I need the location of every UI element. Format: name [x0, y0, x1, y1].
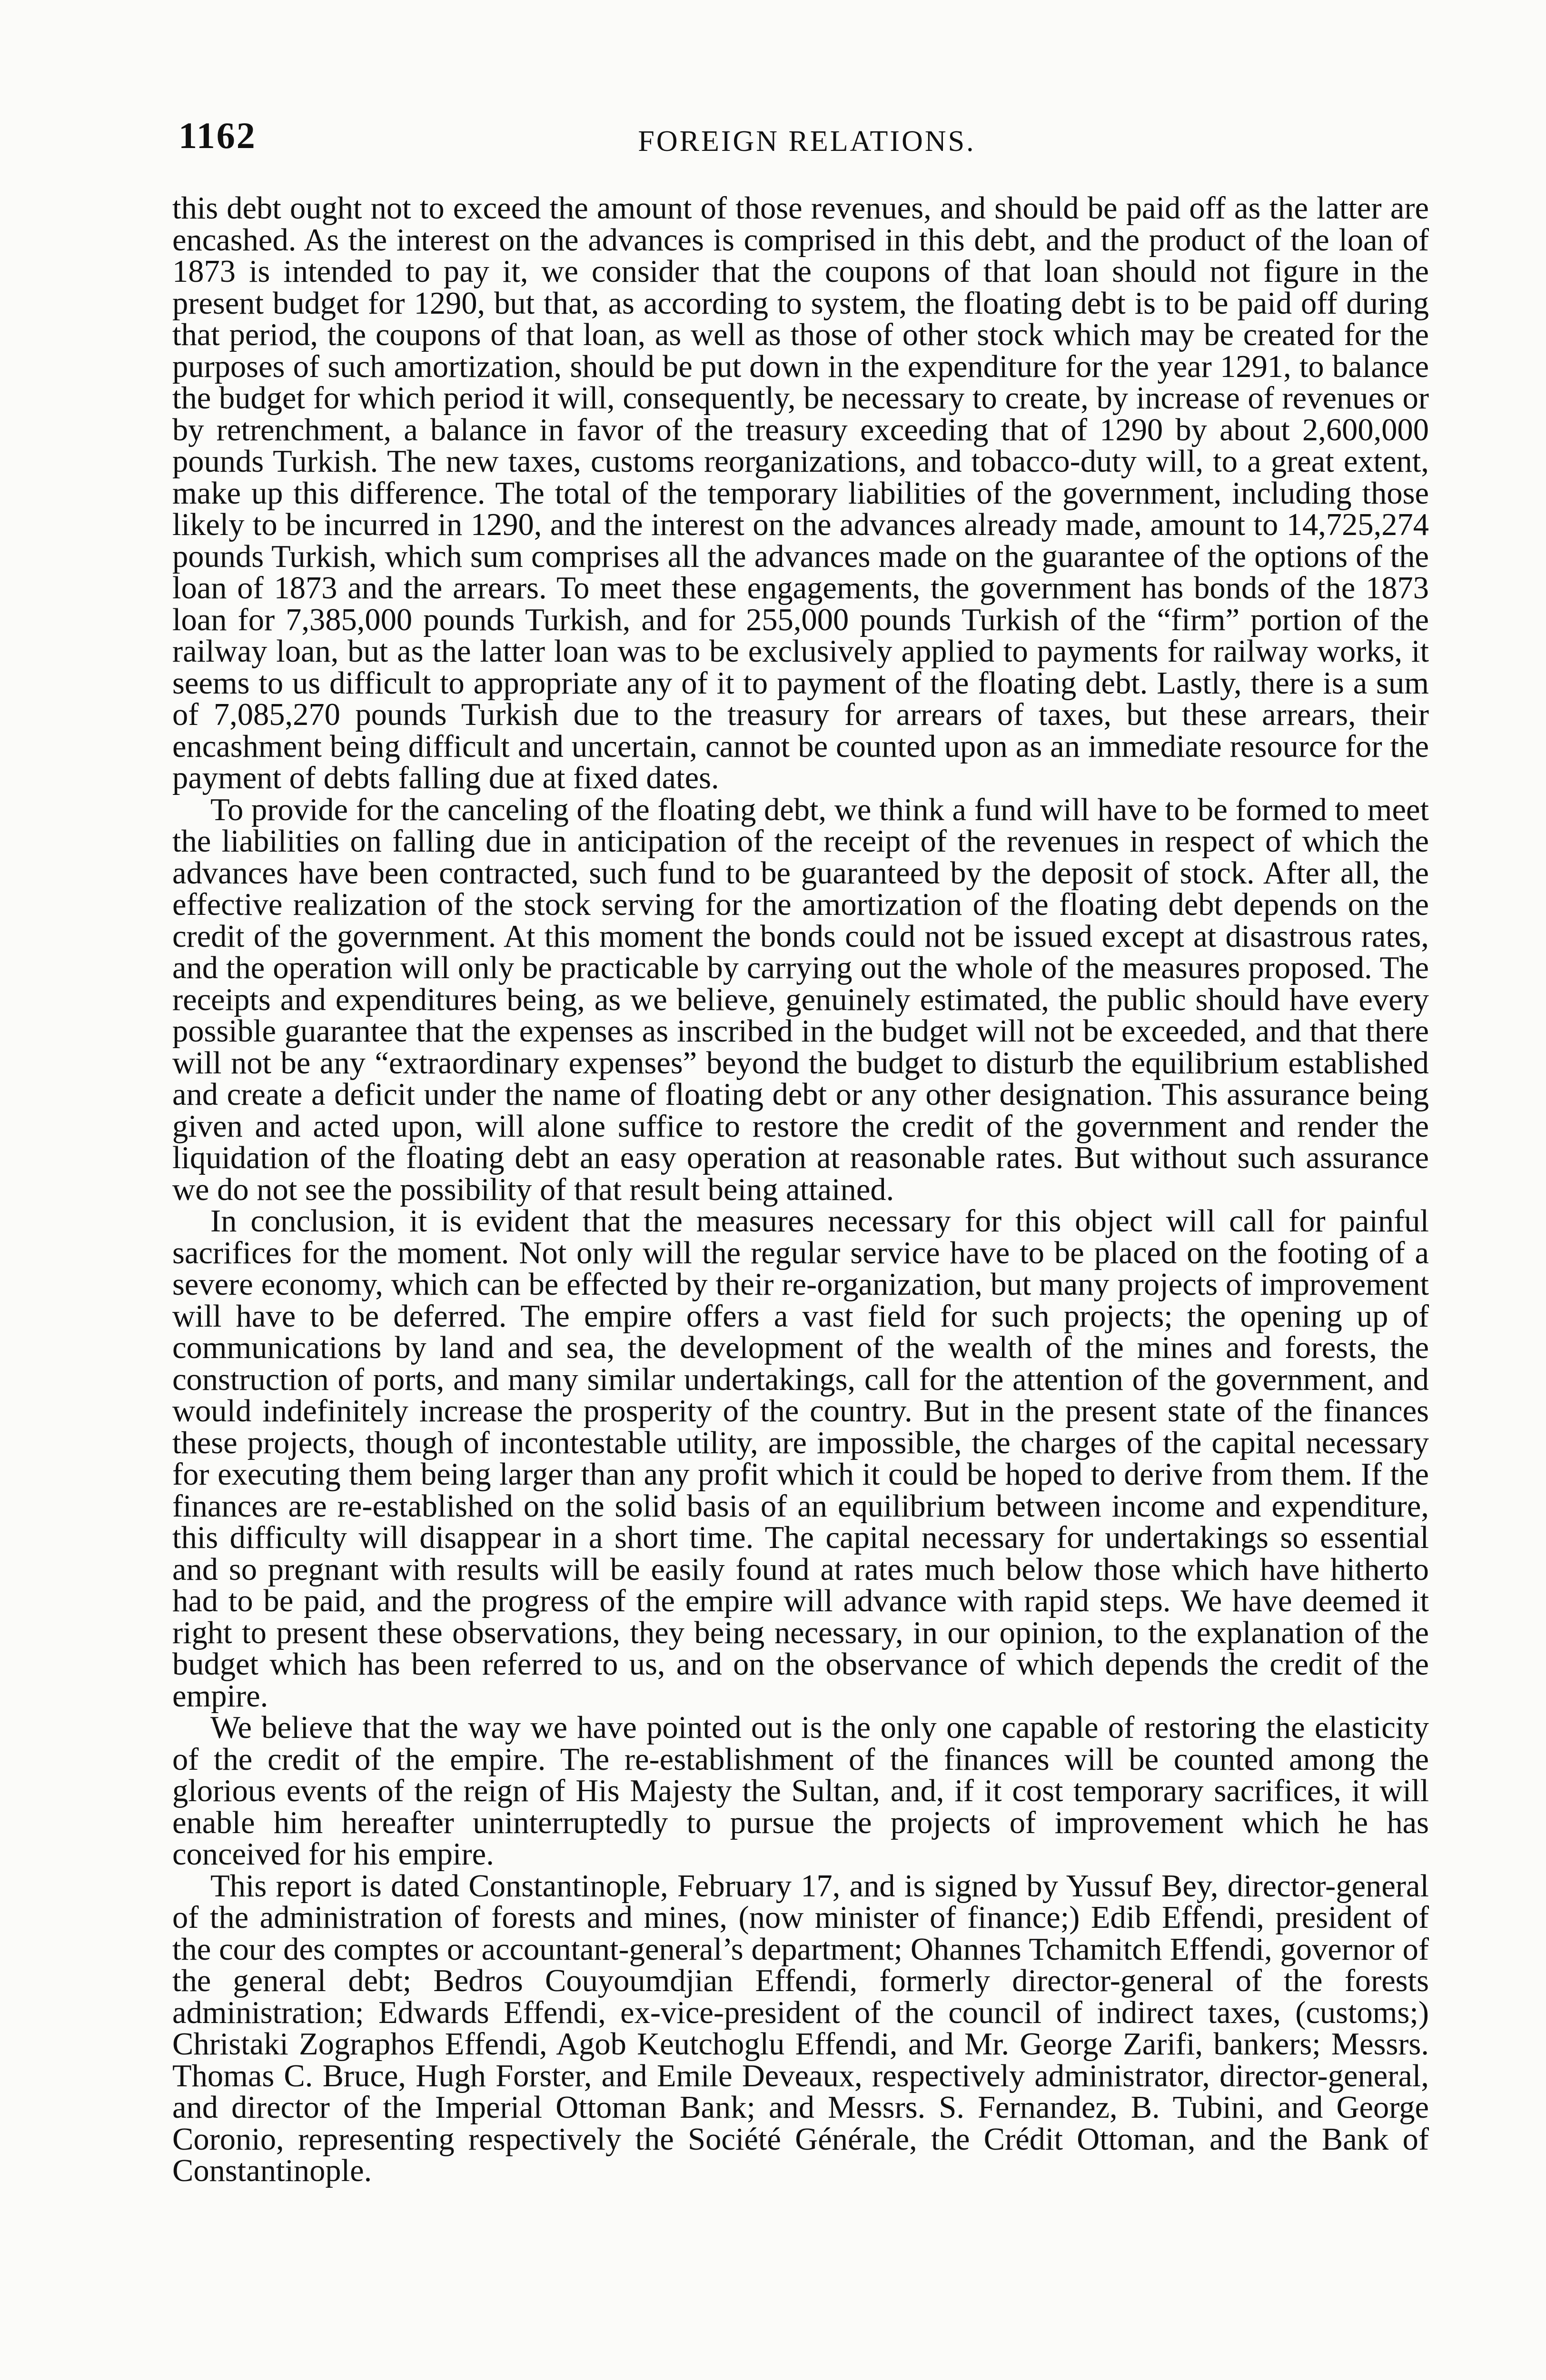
paragraph-canceling-floating-debt: To provide for the canceling of the floating debt, we think a fund will have to be formed to meet the liabilities on falling due in anticipation of the receipt of the revenues in respect of which the advances have been contracted, such fund to be guaranteed by the deposit of stock. After all, the effective realization of the stock serving for the amortization of the floating debt depends on the credit of the government. At this moment the bonds could not be issued except at disastrous rates, and the operation will only be practicable by carrying out the whole of the measures proposed. The receipts and expenditures being, as we believe, genuinely estimated, the public should have every possible guarantee that the expenses as inscribed in the budget will not be exceeded, and that there will not be any “extraordinary expenses” beyond the budget to disturb the equilibrium established and create a deficit under the name of floating debt or any other designation. This assurance being given and acted upon, will alone suffice to restore the credit of the government and render the liquidation of the floating debt an easy operation at reasonable rates. But without such assurance we do not see the possibility of that result being attained.: [172, 792, 1429, 1207]
page-header: [178, 114, 1435, 162]
paragraph-floating-debt-continued: this debt ought not to exceed the amount of those revenues, and should be paid off as the latter are encashed. As the interest on the advances is comprised in this debt, and the product of the loan of 1873 is intended to pay it, we consider that the coupons of that loan should not figure in the present budget for 1290, but that, as according to system, the floating debt is to be paid off during that period, the coupons of that loan, as well as those of other stock which may be created for the purposes of such amortization, should be put down in the expenditure for the year 1291, to balance the budget for which period it will, consequently, be necessary to create, by increase of revenues or by retrenchment, a balance in favor of the treasury exceeding that of 1290 by about 2,600,000 pounds Turkish. The new taxes, customs reorganizations, and tobacco-duty will, to a great extent, make up this difference. The total of the temporary liabilities of the government, including those likely to be incurred in 1290, and the interest on the advances already made, amount to 14,725,274 pounds Turkish, which sum comprises all the advances made on the guarantee of the options of the loan of 1873 and the arrears. To meet these engagements, the government has bonds of the 1873 loan for 7,385,000 pounds Turkish, and for 255,000 pounds Turkish of the “firm” portion of the railway loan, but as the latter loan was to be exclusively applied to payments for railway works, it seems to us difficult to appropriate any of it to payment of the floating debt. Lastly, there is a sum of 7,085,270 pounds Turkish due to the treasury for arrears of taxes, but these arrears, their encashment being difficult and uncertain, cannot be counted upon as an immediate resource for the payment of debts falling due at fixed dates.: [172, 191, 1429, 795]
paragraph-conclusion: In conclusion, it is evident that the measures necessary for this object will call for painful sacrifices for the moment. Not only will the regular service have to be placed on the footing of a severe economy, which can be effected by their re-organization, but many projects of improvement will have to be deferred. The empire offers a vast field for such projects; the opening up of communications by land and sea, the development of the wealth of the mines and forests, the construction of ports, and many similar undertakings, call for the attention of the government, and would indefinitely increase the prosperity of the country. But in the present state of the finances these projects, though of incontestable utility, are impossible, the charges of the capital necessary for executing them being larger than any profit which it could be hoped to derive from them. If the finances are re-established on the solid basis of an equilibrium between income and expenditure, this difficulty will disappear in a short time. The capital necessary for undertakings so essential and so pregnant with results will be easily found at rates much below those which have hitherto had to be paid, and the progress of the empire will advance with rapid steps. We have deemed it right to present these observations, they being necessary, in our opinion, to the explanation of the budget which has been referred to us, and on the observance of which depends the credit of the empire.: [172, 1204, 1429, 1714]
body-text: [172, 193, 1429, 2187]
running-title: FOREIGN RELATIONS.: [638, 125, 976, 158]
page-number: 1162: [178, 115, 257, 156]
paragraph-report-signatories: This report is dated Constantinople, February 17, and is signed by Yussuf Bey, director-general of the administration of forests and mines, (now minister of finance;) Edib Effendi, president of the cour des comptes or accountant-general’s department; Ohannes Tchamitch Effendi, governor of the general debt; Bedros Couyoumdjian Effendi, formerly director-general of the forests administration; Edwards Effendi, ex-vice-president of the council of indirect taxes, (customs;) Christaki Zographos Effendi, Agob Keutchoglu Effendi, and Mr. George Zarifi, bankers; Messrs. Thomas C. Bruce, Hugh Forster, and Emile Deveaux, respectively administrator, director-general, and director of the Imperial Ottoman Bank; and Messrs. S. Fernandez, B. Tubini, and George Coronio, representing respectively the Société Générale, the Crédit Ottoman, and the Bank of Constantinople.: [172, 1868, 1429, 2188]
paragraph-restoring-credit: We believe that the way we have pointed out is the only one capable of restoring the elasticity of the credit of the empire. The re-establishment of the finances will be counted among the glorious events of the reign of His Majesty the Sultan, and, if it cost temporary sacrifices, it will enable him hereafter uninterruptedly to pursue the projects of improvement which he has conceived for his empire.: [172, 1710, 1429, 1872]
